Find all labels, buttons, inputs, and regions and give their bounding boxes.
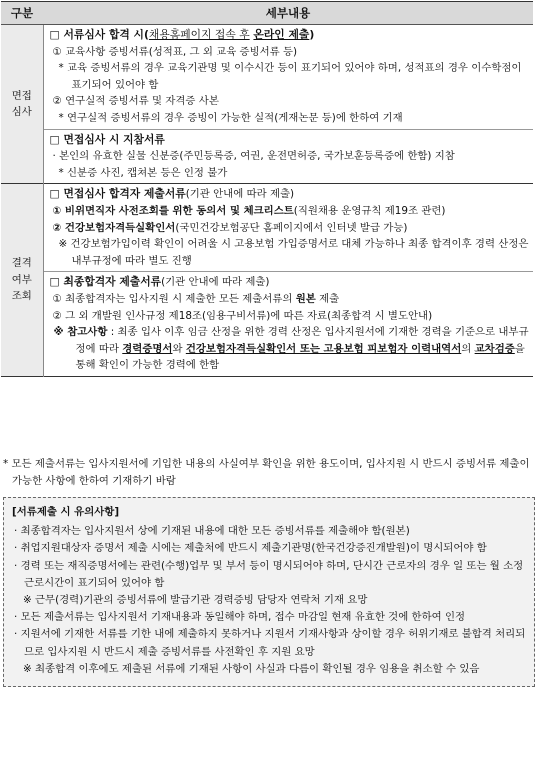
original-docs-item: ① 최종합격자는 입사지원 시 제출한 모든 제출서류의 원본 제출	[52, 292, 340, 305]
caution-item-3: · 경력 또는 재직증명서에는 관련(수행)업무 및 부서 등이 명시되어야 하며, 단시간 근로자의 경우 일 또는 월 소정근로시간이 표기되어 있어야 함	[14, 559, 524, 589]
verification-label	[1, 184, 43, 377]
other-docs-item: ② 그 외 개발원 인사규정 제18조(임용구비서류)에 따른 자료(최종합격 시 별도안내)	[52, 309, 433, 322]
caution-item-4: · 모든 제출서류는 입사지원서 기재내용과 동일해야 하며, 접수 마감일 현재 유효한 것에 한하여 인정	[14, 611, 466, 624]
reference-note: ※ 참고사항 : 최종 입사 이후 임금 산정을 위한 경력 산정은 입사지원서에 기재한 경력을 기준으로 내부규정에 따라 경력증명서와 건강보험자격득실확인서 또는 고용보험 피보험자 이력내역서의 교차검증을 통해 확인이 가능한 경력에 한함	[53, 326, 529, 372]
education-docs-note: * 교육 증빙서류의 경우 교육기관명 및 이수시간 등이 표기되어 있어야 하며, 성적표의 경우 이수학점이 표기되어 있어야 함	[58, 62, 522, 91]
verification-label-text: 결격 여부 조회	[11, 257, 32, 303]
education-docs-item: ① 교육사항 증빙서류(성적표, 그 외 교육 증빙서류 등)	[52, 45, 298, 58]
interview-bring-box	[44, 129, 534, 184]
health-insurance-note: ※ 건강보험가입이력 확인이 어려울 시 고용보험 가입증명서로 대체 가능하나 최종 합격이후 경력 산정은 내부규정에 따라 별도 진행	[58, 238, 529, 267]
bring-title: □ 면접심사 시 지참서류	[49, 132, 165, 146]
verification-content	[43, 184, 533, 377]
header-category: 구분	[1, 2, 43, 25]
submission-table	[1, 1, 533, 377]
interview-row	[1, 25, 533, 184]
interview-label	[1, 25, 43, 184]
caution-item-1: · 최종합격자는 입사지원서 상에 기재된 내용에 대한 모든 증빙서류를 제출해야 함(원본)	[14, 525, 410, 538]
caution-box	[3, 497, 535, 687]
consent-item: ① 비위면직자 사전조회를 위한 동의서 및 체크리스트(직원채용 운영규칙 제19조 관련)	[52, 204, 446, 217]
pass-docs-title: □ 면접심사 합격자 제출서류(기관 안내에 따라 제출)	[49, 187, 295, 201]
interview-content	[43, 25, 533, 184]
pass-docs-box	[44, 184, 534, 271]
footnote: * 모든 제출서류는 입사지원서에 기입한 내용의 사실여부 확인을 위한 용도이며, 입사지원 시 반드시 증빙서류 제출이 가능한 사항에 한하여 기재하기 바람	[3, 458, 530, 487]
research-docs-note: * 연구실적 증빙서류의 경우 증빙이 가능한 실적(게재논문 등)에 한하여 기재	[58, 111, 403, 124]
interview-label-text: 면접 심사	[11, 89, 32, 119]
interview-docs-title: □ 서류심사 합격 시(채용홈페이지 접속 후 온라인 제출)	[49, 28, 315, 41]
id-card-note: * 신분증 사진, 캡쳐본 등은 인정 불가	[58, 166, 228, 179]
final-docs-box	[44, 271, 534, 376]
caution-sub-note-3: ※ 근무(경력)기관의 증빙서류에 발급기관 경력증빙 담당자 연락처 기재 요망	[23, 594, 368, 607]
caution-item-5: · 지원서에 기재한 서류를 기한 내에 제출하지 못하거나 지원서 기재사항과 상이할 경우 허위기재로 불합격 처리되므로 입사지원 시 반드시 제출 증빙서류를 사전확인 후 지원 요망	[14, 628, 526, 658]
table-header	[1, 2, 533, 25]
interview-docs-box	[44, 25, 534, 129]
verification-row	[1, 184, 533, 377]
caution-title: [서류제출 시 유의사항]	[12, 506, 120, 518]
health-insurance-item: ② 건강보험자격득실확인서(국민건강보험공단 홈페이지에서 인터넷 발급 가능)	[52, 221, 408, 234]
research-docs-item: ② 연구실적 증빙서류 및 자격증 사본	[52, 95, 219, 108]
header-details: 세부내용	[43, 2, 533, 25]
id-card-item: · 본인의 유효한 실물 신분증(주민등록증, 여권, 운전면허증, 국가보훈등록증에 한함) 지참	[52, 150, 455, 163]
caution-sub-note-5: ※ 최종합격 이후에도 제출된 서류에 기재된 사항이 사실과 다름이 확인될 경우 임용을 취소할 수 있음	[23, 662, 480, 675]
final-docs-title: □ 최종합격자 제출서류(기관 안내에 따라 제출)	[49, 275, 270, 289]
caution-item-2: · 취업지원대상자 증명서 제출 시에는 제출처에 반드시 제출기관명(한국건강증진개발원)이 명시되어야 함	[14, 542, 487, 555]
